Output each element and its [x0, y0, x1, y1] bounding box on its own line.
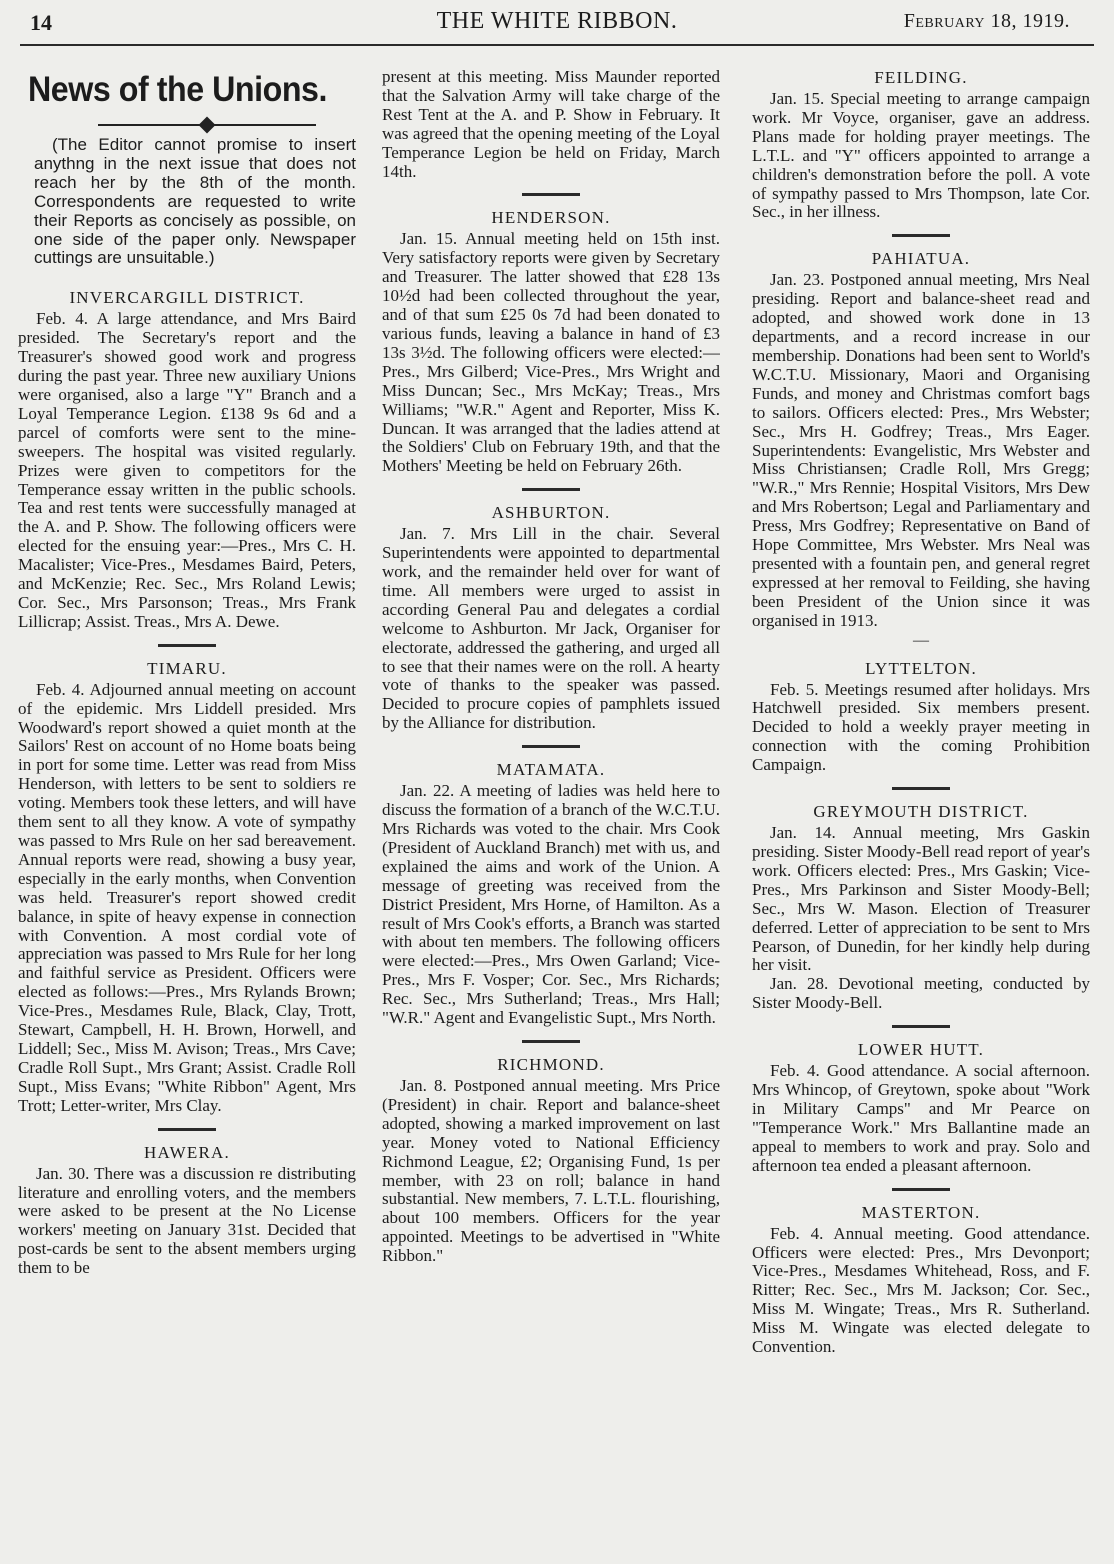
- section-divider: [892, 787, 950, 790]
- page-header: [0, 0, 1114, 44]
- heading-richmond: RICHMOND.: [497, 1054, 605, 1074]
- heading-invercargill: INVERCARGILL DISTRICT.: [69, 288, 305, 308]
- report-feilding: Jan. 15. Special meeting to arrange campaign work. Mr Voyce, organiser, gave an address. Plans made for holding prayer meetings. The L.T.L. and "Y" officers appointed to arrange a children's demonstration before the poll. A vote of sympathy passed to Mrs Thompson, late Cor. Sec., in her illness.: [752, 89, 1090, 222]
- report-lower-hutt: Feb. 4. Good attendance. A social afternoon. Mrs Whincop, of Greytown, spoke about "Work in Military Camps" and Mr Pearce on "Temperance Work." Mrs Ballantine made an appeal to members to work and pray. Solo and afternoon tea ended a pleasant afternoon.: [752, 1061, 1090, 1175]
- page-number: 14: [30, 10, 52, 35]
- report-henderson: Jan. 15. Annual meeting held on 15th inst. Very satisfactory reports were given by Secretary and Treasurer. The latter showed that £28 13s 10½d had been collected throughout the year, and of that sum £25 0s 7d had been donated to various funds, leaving a balance in hand of £3 13s 3½d. The following officers were elected:—Pres., Mrs Gilberd; Vice-Pres., Mrs Wright and Miss Duncan; Sec., Mrs McKay; Treas., Mrs Williams; "W.R." Agent and Reporter, Miss K. Duncan. It was arranged that the ladies attend at the Soldiers' Club on February 19th, and that the Mothers' Meeting be held on February 26th.: [382, 229, 720, 476]
- issue-date: February 18, 1919.: [903, 10, 1070, 32]
- header-rule: [20, 44, 1094, 46]
- section-divider: [522, 1040, 580, 1043]
- section-divider: [158, 1128, 216, 1131]
- heading-timaru: TIMARU.: [147, 658, 227, 678]
- heading-feilding: FEILDING.: [874, 68, 968, 87]
- heading-greymouth: GREYMOUTH DISTRICT.: [813, 802, 1029, 822]
- heading-masterton: MASTERTON.: [861, 1202, 981, 1222]
- column-3: [752, 52, 1090, 1564]
- heading-ashburton: ASHBURTON.: [491, 503, 611, 523]
- report-invercargill: Feb. 4. A large attendance, and Mrs Baird presided. The Secretary's report and the Treasurer's showed good work and progress during the past year. Three new auxiliary Unions were organised, also a large "Y" Branch and a Loyal Temperance Legion. £138 9s 6d and a parcel of comforts were sent to the mine-sweepers. The hospital was visited regularly. Prizes were given to competitors for the Temperance essay written in the public schools. Tea and rest tents were successfully managed at the A. and P. Show. The following officers were elected for the ensuing year:—Pres., Mrs C. H. Macalister; Vice-Pres., Mesdames Baird, Peters, and McKenzie; Rec. Sec., Mrs Roland Lewis; Cor. Sec., Mrs Parsonson; Treas., Mrs Frank Lillicrap; Assist. Treas., Mrs A. Dewe.: [18, 309, 356, 631]
- section-title: News of the Unions.: [28, 70, 327, 109]
- section-divider: [522, 745, 580, 748]
- editor-notice: (The Editor cannot promise to insert anythng in the next issue that does not reach her by the 8th of the month. Correspondents are requested to write their Reports as concisely as possible, on one side of the paper only. Newspaper cuttings are unsuitable.): [34, 135, 356, 268]
- section-divider: [522, 193, 580, 196]
- report-hawera: Jan. 30. There was a discussion re distributing literature and enrolling voters, and the members were asked to be present at the No License workers' meeting on January 31st. Decided that post-cards be sent to the absent members urging them to be: [18, 1163, 356, 1278]
- report-masterton: Feb. 4. Annual meeting. Good attendance. Officers were elected: Pres., Mrs Devonport; Vice-Pres., Mesdames Whitehead, Ross, and F. Ritter; Rec. Sec., Mrs M. Jackson; Cor. Sec., Miss M. Wingate; Treas., Mrs R. Sutherland. Miss M. Wingate was elected delegate to Convention.: [752, 1223, 1090, 1357]
- report-richmond: Jan. 8. Postponed annual meeting. Mrs Price (President) in chair. Report and balance-sheet adopted, showing a marked improvement on last year. Money voted to National Efficiency Richmond League, £2; Organising Fund, 1s per member, with 23 on roll; balance in hand substantial. New members, 7. L.T.L. flourishing, about 100 members. Officers for the year appointed. Meetings to be advertised in "White Ribbon.": [382, 1075, 720, 1266]
- section-divider: [892, 234, 950, 237]
- title-ornament: [98, 114, 316, 136]
- report-ashburton: Jan. 7. Mrs Lill in the chair. Several Superintendents were appointed to departmental work, and the remainder held over for want of time. All members were urged to assist in according General Pau and delegates a cordial welcome to Ashburton. Mr Jack, Organiser for electorate, addressed the gathering, and urged all to see that their names were on the roll. A hearty vote of thanks to the speaker was passed. Decided to procure copies of pamphlets issued by the Alliance for distribution.: [382, 524, 720, 733]
- section-divider: [892, 1025, 950, 1028]
- section-divider: [522, 488, 580, 491]
- report-matamata: Jan. 22. A meeting of ladies was held here to discuss the formation of a branch of the W.C.T.U. Mrs Richards was voted to the chair. Mrs Cook (President of Auckland Branch) met with us, and explained the aims and work of the Union. A message of greeting was received from the District President, Mrs Horne, of Hamilton. As a result of Mrs Cook's efforts, a Branch was started with about ten members. The following officers were elected:—Pres., Mrs Owen Garland; Vice-Pres., Mrs F. Vosper; Cor. Sec., Mrs Richards; Rec. Sec., Mrs Sutherland; Treas., Mrs Hall; "W.R." Agent and Evangelistic Supt., Mrs North.: [382, 781, 720, 1028]
- publication-title: THE WHITE RIBBON.: [436, 8, 678, 34]
- report-hawera-continued: present at this meeting. Miss Maunder reported that the Salvation Army will take charge of the Rest Tent at the A. and P. Show in February. It was agreed that the opening meeting of the Loyal Temperance Legion be held on Friday, March 14th.: [382, 67, 720, 181]
- column-2: [382, 52, 720, 1564]
- column-1: [18, 52, 356, 1564]
- section-divider: [892, 1188, 950, 1191]
- report-pahiatua: Jan. 23. Postponed annual meeting, Mrs Neal presiding. Report and balance-sheet read and adopted, and showed work done in 13 departments, and a record increase in our membership. Donations had been sent to World's W.C.T.U. Missionary, Maori and Organising Funds, and money and Christmas comfort bags to sailors. Officers elected: Pres., Mrs Webster; Sec., Mrs H. Godfrey; Treas., Mrs Eager. Superintendents: Evangelistic, Mrs Webster and Miss Christiansen; Cradle Roll, Mrs Gregg; "W.R.," Mrs Rennie; Hospital Visitors, Mrs Dew and Mrs Robertson; Legal and Parliamentary and Press, Mrs Godfrey; Representative on Band of Hope Committee, Mrs Webster. Mrs Neal was presented with a fountain pen, and general regret expressed at her removal to Feilding, she having been President of the Union since it was organised in 1913.: [752, 270, 1090, 630]
- report-greymouth-2: Jan. 28. Devotional meeting, conducted by Sister Moody-Bell.: [752, 974, 1090, 1013]
- heading-henderson: HENDERSON.: [491, 208, 611, 228]
- report-lyttelton: Feb. 5. Meetings resumed after holidays. Mrs Hatchwell presided. Six members present. Decided to hold a weekly prayer meeting in connection with the coming Prohibition Campaign.: [752, 679, 1090, 775]
- heading-pahiatua: PAHIATUA.: [871, 249, 971, 269]
- section-divider: [158, 644, 216, 647]
- section-divider: —: [913, 631, 929, 649]
- heading-lyttelton: LYTTELTON.: [865, 658, 977, 678]
- heading-matamata: MATAMATA.: [496, 760, 606, 780]
- heading-lower-hutt: LOWER HUTT.: [857, 1040, 985, 1060]
- report-greymouth: Jan. 14. Annual meeting, Mrs Gaskin presiding. Sister Moody-Bell read report of year's work. Officers elected: Pres., Mrs Gaskin; Vice-Pres., Mrs Parkinson and Sister Moody-Bell; Sec., Mrs W. Mason. Election of Treasurer deferred. Letter of appreciation to be sent to Mrs Pearson, of Dunedin, for her kindly help during her visit.: [752, 823, 1090, 975]
- report-timaru: Feb. 4. Adjourned annual meeting on account of the epidemic. Mrs Liddell presided. Mrs Woodward's report showed a quiet month at the Sailors' Rest on account of no Home boats being in port for some time. Letter was read from Miss Henderson, with letters to be sent to soldiers re voting. Members took these letters, and will have them sent to all they know. A vote of sympathy was passed to Mrs Rule on her sad bereavement. Annual reports were read, showing a busy year, especially in the early months, when Convention was held. Treasurer's report showed credit balance, in spite of heavy expense in connection with Convention. A most cordial vote of appreciation was passed to Mrs Rule for her long and faithful service as President. Officers were elected as follows:—Pres., Mrs Rylands Brown; Vice-Pres., Mesdames Rule, Black, Clay, Trott, Stewart, Campbell, H. H. Brown, Horwell, and Liddell; Sec., Miss M. Avison; Treas., Mrs Cave; Cradle Roll Supt., Mrs Grant; Assist. Cradle Roll Supt., Miss Evans; "White Ribbon" Agent, Mrs Trott; Letter-writer, Mrs Clay.: [18, 679, 356, 1115]
- heading-hawera: HAWERA.: [144, 1142, 230, 1162]
